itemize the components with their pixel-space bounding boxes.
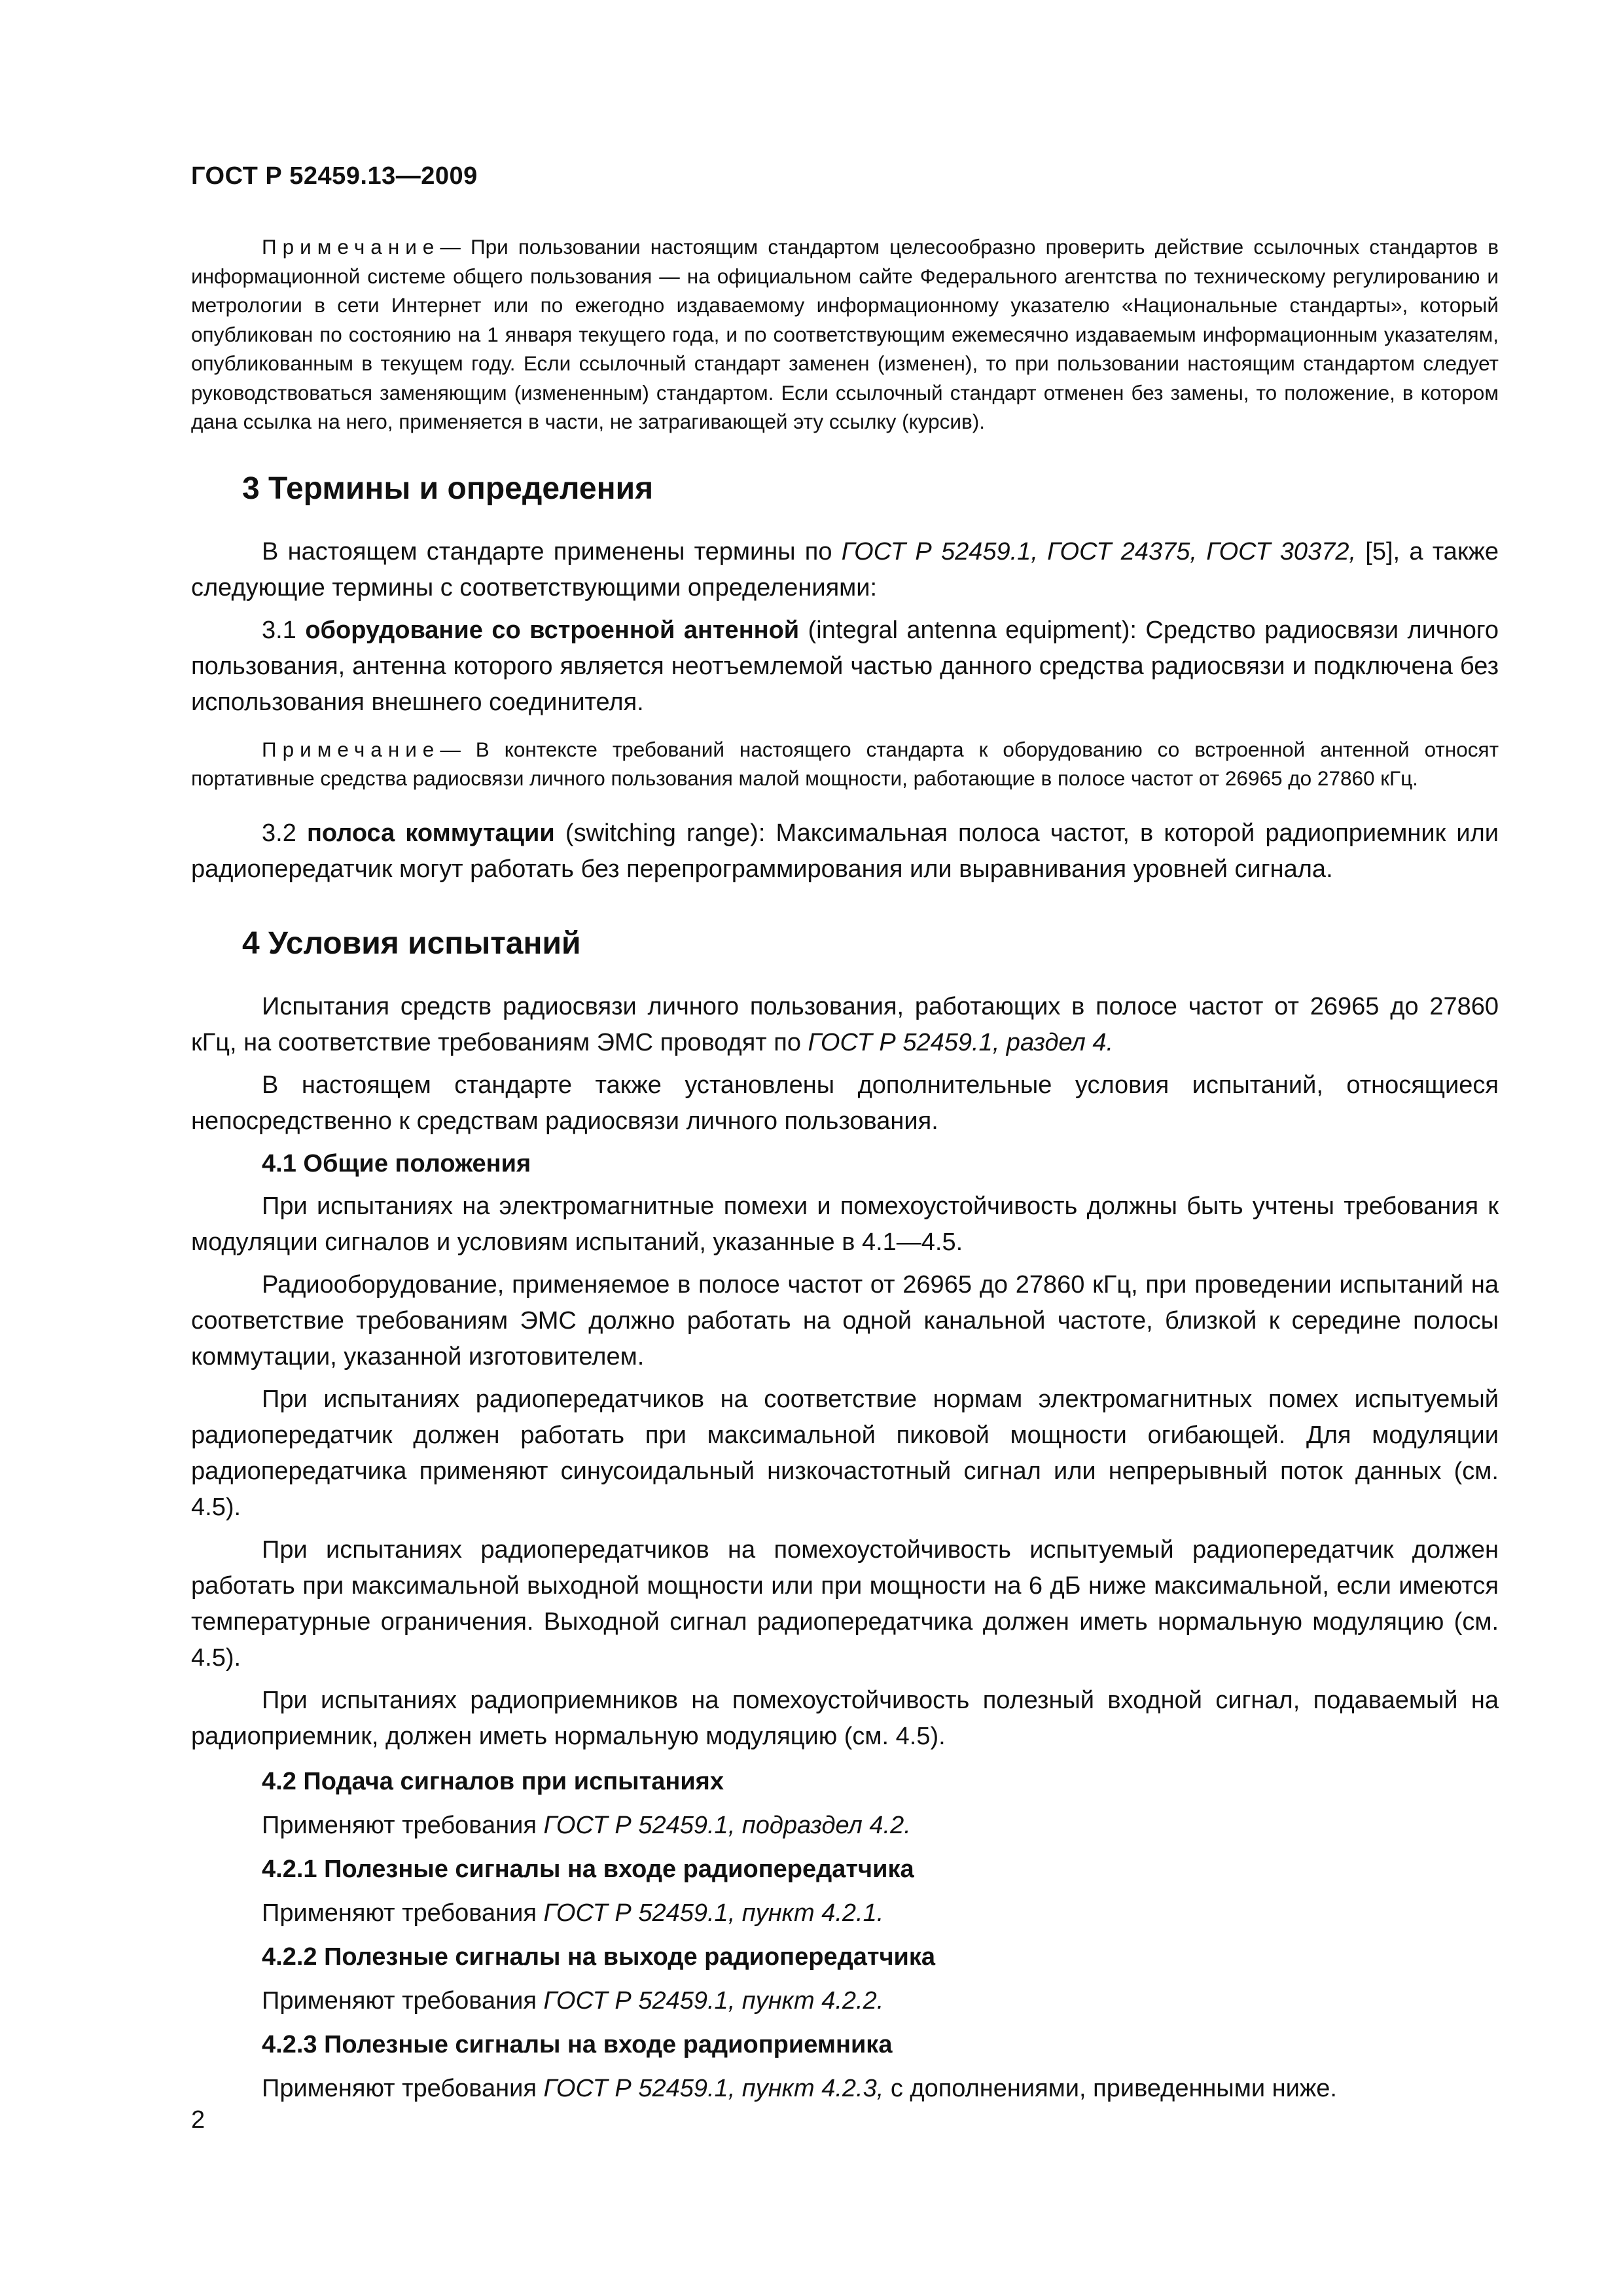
section-4-para-1 — [191, 989, 1499, 1061]
subsection-4-2-text — [191, 1808, 1499, 1844]
term-definition: (integral antenna equipment): Средство радиосвязи личного пользования, антенна которого является неотъемлемой частью данного средства радиосвязи и подключена без использования внешнего соединителя. — [191, 616, 1499, 716]
subsection-4-1-para-5: При испытаниях радиоприемников на помехоустойчивость полезный входной сигнал, подаваемый на радиоприемник, должен иметь нормальную модуляцию (см. 4.5). — [191, 1686, 1499, 1750]
subsection-4-2-3-heading: 4.2.3 Полезные сигналы на входе радиоприемника — [262, 2030, 893, 2058]
para-reference: ГОСТ Р 52459.1, пункт 4.2.3, — [543, 2074, 884, 2102]
subsection-4-1-para-3: При испытаниях радиопередатчиков на соответствие нормам электромагнитных помех испытуемый радиопередатчик должен работать при максимальной пиковой мощности огибающей. Для модуляции радиопередатчика применяют синусоидальный низкочастотный сигнал или непрерывный поток данных (см. 4.5). — [191, 1385, 1499, 1521]
section-3-heading: 3 Термины и определения — [242, 471, 654, 506]
subsection-4-1-para-4: При испытаниях радиопередатчиков на помехоустойчивость испытуемый радиопередатчик должен работать при максимальной выходной мощности или при мощности на 6 дБ ниже максимальной, если имеются температурные ограничения. Выходной сигнал радиопередатчика должен иметь нормальную модуляцию (см. 4.5). — [191, 1535, 1499, 1672]
subsection-4-2-3-text — [191, 2071, 1499, 2107]
para-text: Применяют требования — [262, 1986, 544, 2015]
note-text: — При пользовании настоящим стандартом целесообразно проверить действие ссылочных стандартов в информационной системе общего пользования — на официальном сайте Федерального агентства по техническому регулированию и метрологии в сети Интернет или по ежегодно издаваемому информационному указателю «Национальные стандарты», который опубликован по состоянию на 1 января текущего года, и по соответствующим ежемесячно издаваемым информационным указателям, опубликованным в текущем году. Если ссылочный стандарт заменен (изменен), то при пользовании настоящим стандартом следует руководствоваться заменяющим (измененным) стандартом. Если ссылочный стандарт отменен без замены, то положение, в котором дана ссылка на него, применяется в части, не затрагивающей эту ссылку (курсив). — [191, 235, 1499, 433]
term-3-1 — [191, 613, 1499, 721]
subsection-4-2-heading: 4.2 Подача сигналов при испытаниях — [262, 1767, 724, 1795]
document-number-header: ГОСТ Р 52459.13—2009 — [191, 162, 478, 190]
intro-reference: ГОСТ Р 52459.1, ГОСТ 24375, ГОСТ 30372, — [841, 537, 1357, 565]
subsection-4-2-1-heading: 4.2.1 Полезные сигналы на входе радиопередатчика — [262, 1855, 914, 1883]
para-reference: ГОСТ Р 52459.1, пункт 4.2.2. — [543, 1986, 884, 2015]
para-text: Применяют требования — [262, 2074, 544, 2102]
note-label: Примечание — [262, 737, 440, 761]
term-name: оборудование со встроенной антенной — [305, 616, 800, 644]
subsection-4-1-heading: 4.1 Общие положения — [262, 1149, 531, 1177]
term-3-1-note — [191, 735, 1499, 793]
note-text: — В контексте требований настоящего стандарта к оборудованию со встроенной антенной относят портативные средства радиосвязи личного пользования малой мощности, работающие в полосе частот от 26965 до 27860 кГц. — [191, 737, 1499, 790]
reference-note — [191, 232, 1499, 437]
para-text-end: с дополнениями, приведенными ниже. — [883, 2074, 1337, 2102]
para-reference: ГОСТ Р 52459.1, подраздел 4.2. — [543, 1811, 911, 1839]
para-reference: ГОСТ Р 52459.1, пункт 4.2.1. — [543, 1899, 884, 1927]
section-4-para-2: В настоящем стандарте также установлены дополнительные условия испытаний, относящиеся непосредственно к средствам радиосвязи личного пользования. — [191, 1071, 1499, 1135]
section-4-heading: 4 Условия испытаний — [242, 925, 581, 961]
subsection-4-2-2-text — [191, 1983, 1499, 2019]
term-name: полоса коммутации — [306, 819, 555, 847]
para-text: Применяют требования — [262, 1811, 544, 1839]
page-number: 2 — [191, 2106, 205, 2134]
term-definition: (switching range): Максимальная полоса частот, в которой радиоприемник или радиопередатчик могут работать без перепрограммирования или выравнивания уровней сигнала. — [191, 819, 1499, 883]
note-label: Примечание — [262, 235, 440, 259]
term-number: 3.1 — [262, 616, 306, 644]
subsection-4-1-para-2: Радиооборудование, применяемое в полосе частот от 26965 до 27860 кГц, при проведении испытаний на соответствие требованиям ЭМС должно работать на одной канальной частоте, близкой к середине полосы коммутации, указанной изготовителем. — [191, 1270, 1499, 1371]
subsection-4-2-2-heading: 4.2.2 Полезные сигналы на выходе радиопередатчика — [262, 1943, 936, 1971]
section-3-intro — [191, 534, 1499, 606]
para-text: Применяют требования — [262, 1899, 544, 1927]
para-text: Испытания средств радиосвязи личного пользования, работающих в полосе частот от 26965 до 27860 кГц, на соответствие требованиям ЭМС проводят по — [191, 992, 1499, 1056]
term-number: 3.2 — [262, 819, 307, 847]
term-3-2 — [191, 816, 1499, 888]
document-body — [191, 232, 1499, 2107]
subsection-4-2-1-text — [191, 1895, 1499, 1931]
intro-text-end: [5], а также следующие термины с соответствующими определениями: — [191, 537, 1499, 601]
subsection-4-1-para-1: При испытаниях на электромагнитные помехи и помехоустойчивость должны быть учтены требования к модуляции сигналов и условиям испытаний, указанные в 4.1—4.5. — [191, 1192, 1499, 1256]
para-reference: ГОСТ Р 52459.1, раздел 4. — [808, 1028, 1114, 1056]
intro-text: В настоящем стандарте применены термины по — [262, 537, 842, 565]
